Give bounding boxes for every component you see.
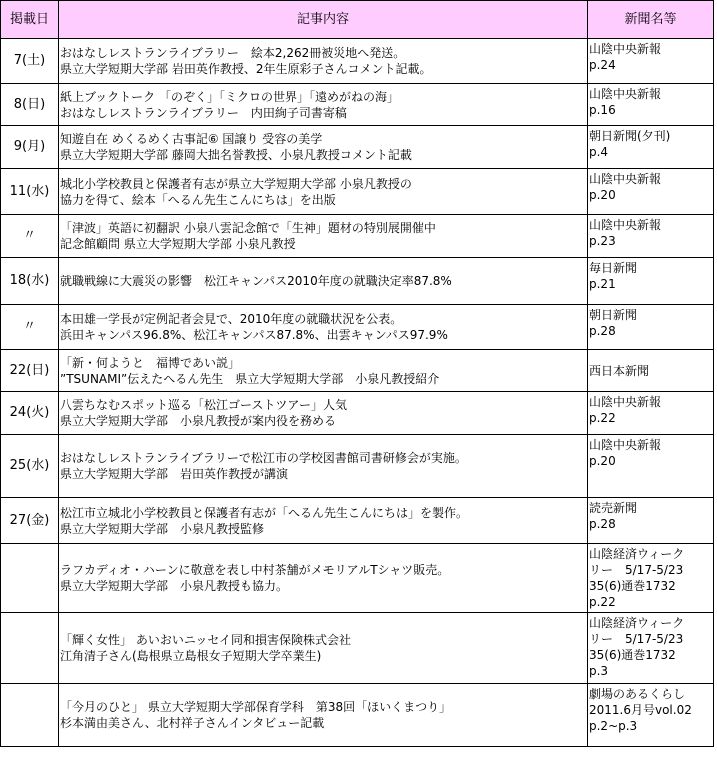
table-row <box>1 435 714 498</box>
row-date: 25(水) <box>1 435 59 498</box>
content-line: 杉本満由美さん、北村祥子さんインタビュー記載 <box>60 716 325 730</box>
row-content <box>59 169 588 215</box>
content-line: 八雲ちなむスポット巡る「松江ゴーストツアー」人気 <box>60 398 348 412</box>
paper-line: リー 5/17-5/23 <box>589 632 684 646</box>
row-paper <box>588 392 714 435</box>
content-line: おはなしレストランライブラリー 内田絢子司書寄稿 <box>60 105 347 120</box>
paper-line: p.28 <box>589 517 616 531</box>
row-content <box>59 392 588 435</box>
paper-line: p.21 <box>589 277 616 291</box>
content-line: 「今月のひと」 県立大学短期大学部保育学科 第38回「ほいくまつり」 <box>60 700 452 714</box>
row-date: 11(水) <box>1 169 59 215</box>
row-content <box>59 258 588 305</box>
row-paper <box>588 544 714 613</box>
row-content <box>59 613 588 684</box>
paper-line: p.20 <box>589 454 616 468</box>
row-date: 7(土) <box>1 39 59 84</box>
paper-line: 西日本新聞 <box>589 363 650 378</box>
paper-line: p.24 <box>589 58 616 72</box>
row-content <box>59 435 588 498</box>
header-date: 掲載日 <box>1 1 59 39</box>
paper-line: 読売新聞 <box>589 501 638 515</box>
table-row <box>1 350 714 392</box>
content-line: 県立大学短期大学部 岩田英作教授が講演 <box>60 467 289 481</box>
row-content <box>59 126 588 169</box>
row-content <box>59 39 588 84</box>
table-row <box>1 258 714 305</box>
content-line: 県立大学短期大学部 藤岡大拙名誉教授、小泉凡教授コメント記載 <box>60 148 412 162</box>
content-line: 「津波」英語に初翻訳 小泉八雲記念館で「生神」題材の特別展開催中 <box>60 221 436 235</box>
paper-line: p.23 <box>589 234 616 248</box>
row-content <box>59 84 588 126</box>
table-row <box>1 39 714 84</box>
row-content <box>59 684 588 747</box>
row-paper <box>588 435 714 498</box>
content-line: おはなしレストランライブラリーで松江市の学校図書館司書研修会が実施。 <box>60 451 467 465</box>
row-paper <box>588 84 714 126</box>
paper-line: p.22 <box>589 595 616 609</box>
paper-line: 毎日新聞 <box>589 261 638 275</box>
content-line: 県立大学短期大学部 小泉凡教授が案内役を務める <box>60 414 337 428</box>
paper-line: p.3 <box>589 664 609 678</box>
row-paper <box>588 305 714 350</box>
paper-line: 35(6)通巻1732 <box>589 648 676 662</box>
paper-line: 山陰中央新報 <box>589 218 662 232</box>
row-content <box>59 305 588 350</box>
row-date: 22(日) <box>1 350 59 392</box>
content-line: 「輝く女性」 あいおいニッセイ同和損害保険株式会社 <box>60 633 351 647</box>
paper-line: リー 5/17-5/23 <box>589 563 684 577</box>
content-line: おはなしレストランライブラリー 絵本2,262冊被災地へ発送。 <box>60 46 406 60</box>
row-content <box>59 498 588 544</box>
row-date <box>1 613 59 684</box>
content-line: 江角清子さん(島根県立島根女子短期大学卒業生) <box>60 649 322 663</box>
row-paper <box>588 126 714 169</box>
table-row <box>1 169 714 215</box>
table-row <box>1 544 714 613</box>
paper-line: 山陰中央新報 <box>589 395 662 409</box>
row-paper <box>588 169 714 215</box>
content-line: 知遊自在 めくるめく古事記⑥ 国譲り 受容の美学 <box>60 132 323 146</box>
paper-line: p.20 <box>589 188 616 202</box>
content-line: 浜田キャンパス96.8%、松江キャンパス87.8%、出雲キャンパス97.9% <box>60 328 448 342</box>
paper-line: 山陰経済ウィーク <box>589 616 685 630</box>
content-line: 記念館顧問 県立大学短期大学部 小泉凡教授 <box>60 237 296 251</box>
paper-line: 山陰中央新報 <box>589 172 662 186</box>
content-line: 県立大学短期大学部 小泉凡教授も協力。 <box>60 579 289 593</box>
row-paper <box>588 684 714 747</box>
table-row <box>1 392 714 435</box>
paper-line: 劇場のあるくらし <box>589 687 686 701</box>
row-date: 〃 <box>1 215 59 258</box>
paper-line: 山陰中央新報 <box>589 438 662 452</box>
row-paper <box>588 498 714 544</box>
content-line: ラフカディオ・ハーンに敬意を表し中村茶舗がメモリアルTシャツ販売。 <box>60 563 450 577</box>
row-paper <box>588 215 714 258</box>
paper-line: p.22 <box>589 411 616 425</box>
paper-line: p.16 <box>589 103 616 117</box>
paper-line: 朝日新聞 <box>589 308 638 322</box>
paper-line: 35(6)通巻1732 <box>589 579 676 593</box>
content-line: 協力を得て、絵本「へるん先生こんにちは」を出版 <box>60 192 336 207</box>
row-date: 〃 <box>1 305 59 350</box>
paper-line: 山陰経済ウィーク <box>589 547 685 561</box>
row-paper <box>588 258 714 305</box>
table-body <box>1 39 714 747</box>
paper-line: 2011.6月号vol.02 <box>589 703 692 717</box>
content-line: 県立大学短期大学部 岩田英作教授、2年生原彩子さんコメント記載。 <box>60 62 432 76</box>
row-date: 18(水) <box>1 258 59 305</box>
table-row <box>1 84 714 126</box>
paper-line: p.4 <box>589 145 609 159</box>
row-date: 8(日) <box>1 84 59 126</box>
table-row <box>1 215 714 258</box>
row-paper <box>588 613 714 684</box>
row-content <box>59 350 588 392</box>
row-date <box>1 544 59 613</box>
content-line: 就職戦線に大震災の影響 松江キャンパス2010年度の就職決定率87.8% <box>60 274 452 288</box>
table-row <box>1 684 714 747</box>
header-paper: 新聞名等 <box>588 1 714 39</box>
paper-line: p.2~p.3 <box>589 719 638 733</box>
row-date <box>1 684 59 747</box>
content-line: 「新・何ようと 福博であい説」 <box>60 355 241 370</box>
row-paper <box>588 350 714 392</box>
table-row <box>1 498 714 544</box>
row-paper <box>588 39 714 84</box>
paper-line: p.28 <box>589 324 616 338</box>
content-line: 松江市立城北小学校教員と保護者有志が「へるん先生こんにちは」を製作。 <box>60 505 469 520</box>
row-date: 9(月) <box>1 126 59 169</box>
content-line: ”TSUNAMI”伝えたへるん先生 県立大学短期大学部 小泉凡教授紹介 <box>60 371 440 386</box>
row-content <box>59 215 588 258</box>
paper-line: 山陰中央新報 <box>589 87 662 101</box>
row-date: 27(金) <box>1 498 59 544</box>
row-content <box>59 544 588 613</box>
paper-line: 山陰中央新報 <box>589 42 662 56</box>
paper-line: 朝日新聞(夕刊) <box>589 129 671 143</box>
content-line: 本田雄一学長が定例記者会見で、2010年度の就職状況を公表。 <box>60 312 403 326</box>
header-row <box>1 1 714 39</box>
table-row <box>1 126 714 169</box>
table-row <box>1 613 714 684</box>
content-line: 城北小学校教員と保護者有志が県立大学短期大学部 小泉凡教授の <box>60 176 412 191</box>
header-content: 記事内容 <box>59 1 588 39</box>
table-row <box>1 305 714 350</box>
row-date: 24(火) <box>1 392 59 435</box>
content-line: 県立大学短期大学部 小泉凡教授監修 <box>60 521 265 536</box>
content-line: 紙上ブックトーク 「のぞく」「ミクロの世界」「遠めがねの海」 <box>60 89 399 104</box>
